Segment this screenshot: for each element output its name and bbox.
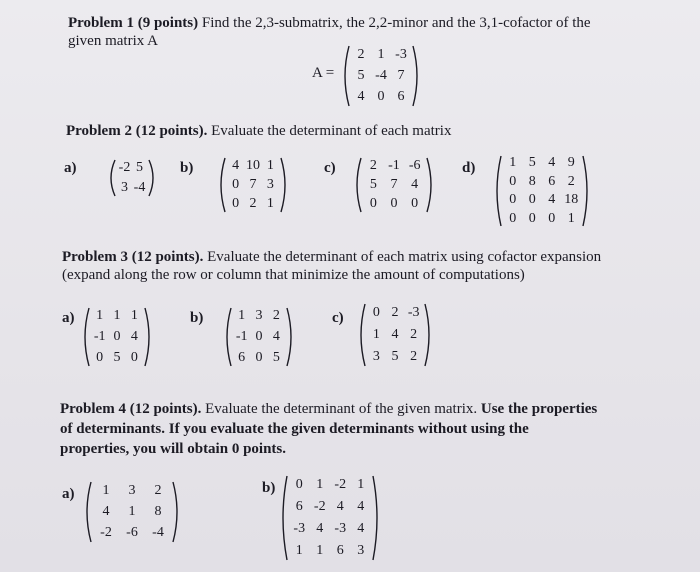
- problem3-label-a: a): [62, 310, 75, 326]
- matrix-cell: 7: [397, 68, 405, 83]
- matrix-cell: 8: [528, 173, 536, 189]
- matrix-row: [340, 68, 422, 84]
- matrix-cell: 4: [357, 499, 365, 514]
- matrix-cell: 0: [377, 89, 385, 105]
- problem1-matrix-a: [340, 44, 422, 108]
- problem2-matrix-c: [352, 156, 436, 214]
- matrix-cell: 0: [390, 196, 398, 212]
- matrix-cell: -2: [313, 499, 326, 514]
- problem2-label-c: c): [324, 160, 336, 176]
- matrix-cell: 3: [128, 482, 136, 498]
- matrix-cell: 1: [509, 155, 517, 171]
- matrix-cell: 6: [397, 89, 405, 105]
- matrix-row: [278, 499, 382, 515]
- matrix-cell: -2: [334, 477, 347, 492]
- matrix-cell: 0: [528, 192, 536, 208]
- matrix-row: [492, 192, 592, 208]
- matrix-cell: 5: [528, 155, 536, 171]
- matrix-cell: 1: [357, 477, 365, 492]
- matrix-row: [356, 327, 434, 343]
- problem4-header: Problem 4 (12 points).: [60, 401, 202, 417]
- matrix-cell: -6: [408, 157, 421, 173]
- matrix-cell: 1: [113, 308, 121, 324]
- matrix-row: [492, 155, 592, 171]
- problem4-text-line1: Evaluate the determinant of the given matrix.: [205, 401, 478, 417]
- matrix-cell: 4: [411, 177, 419, 192]
- matrix-cell: -4: [152, 525, 164, 541]
- matrix-cell: 4: [316, 521, 324, 536]
- matrix-cell: -1: [93, 329, 106, 344]
- problem4-matrix-a: [82, 480, 182, 544]
- matrix-cell: 2: [567, 173, 575, 189]
- matrix-cell: 4: [272, 329, 280, 344]
- matrix-cell: 0: [509, 173, 517, 189]
- matrix-cell: 4: [357, 521, 365, 536]
- matrix-cell: 0: [255, 349, 263, 365]
- matrix-cell: 0: [96, 349, 104, 365]
- matrix-cell: 0: [295, 477, 303, 492]
- matrix-cell: 3: [266, 177, 274, 192]
- matrix-cell: 4: [336, 499, 344, 514]
- matrix-cell: 0: [509, 210, 517, 226]
- matrix-cell: 7: [390, 177, 398, 192]
- matrix-cell: 2: [154, 482, 162, 498]
- matrix-row: [216, 158, 290, 174]
- matrix-cell: 4: [357, 89, 365, 105]
- matrix-row: [278, 521, 382, 537]
- problem2-label-a: a): [64, 160, 77, 176]
- matrix-cell: 10: [245, 157, 260, 173]
- problem2-text: Evaluate the determinant of each matrix: [211, 123, 452, 139]
- problem1-text-line2: given matrix A: [68, 33, 158, 49]
- matrix-row: [352, 177, 436, 193]
- problem3-matrix-c: [356, 302, 434, 368]
- matrix-cell: 5: [113, 349, 121, 365]
- matrix-cell: -2: [118, 160, 131, 175]
- matrix-cell: 18: [564, 192, 579, 208]
- matrix-cell: 3: [255, 308, 263, 324]
- problem3-text-line2: (expand along the row or column that minimize the amount of computations): [62, 267, 525, 283]
- matrix-row: [80, 308, 154, 324]
- matrix-row: [106, 160, 158, 176]
- matrix-row: [356, 305, 434, 321]
- matrix-cell: 5: [272, 349, 280, 365]
- problem2-matrix-d: [492, 154, 592, 228]
- matrix-cell: -1: [388, 157, 400, 173]
- matrix-cell: -1: [235, 329, 248, 344]
- matrix-cell: 5: [369, 177, 377, 192]
- matrix-cell: -2: [100, 525, 112, 541]
- matrix-cell: 3: [372, 349, 380, 364]
- matrix-cell: -3: [334, 521, 347, 536]
- problem2-label-b: b): [180, 160, 194, 176]
- matrix-cell: 0: [232, 196, 240, 212]
- matrix-cell: 8: [154, 504, 162, 519]
- problem1-header: Problem 1 (9 points): [68, 15, 199, 31]
- problem1-line1: [68, 14, 591, 32]
- problem3-matrix-b: [222, 306, 296, 368]
- matrix-cell: 4: [391, 327, 399, 342]
- matrix-cell: 0: [130, 349, 138, 365]
- matrix-row: [492, 174, 592, 190]
- matrix-cell: 4: [130, 329, 138, 344]
- problem3-text-line1: Evaluate the determinant of each matrix using cofactor expansion: [207, 249, 602, 265]
- matrix-cell: 0: [255, 329, 263, 344]
- matrix-cell: 6: [336, 543, 344, 558]
- matrix-cell: 0: [509, 192, 517, 208]
- matrix-cell: 1: [96, 308, 104, 324]
- matrix-row: [216, 196, 290, 212]
- matrix-row: [82, 525, 182, 541]
- matrix-cell: 1: [377, 46, 385, 62]
- matrix-cell: 2: [410, 327, 418, 342]
- matrix-row: [106, 180, 158, 196]
- matrix-cell: 4: [102, 504, 110, 519]
- matrix-row: [80, 329, 154, 345]
- matrix-row: [222, 350, 296, 366]
- matrix-cell: 5: [391, 349, 399, 364]
- problem4-label-a: a): [62, 486, 75, 502]
- matrix-cell: 3: [121, 180, 128, 195]
- matrix-cell: 7: [249, 177, 257, 192]
- matrix-cell: 1: [316, 543, 324, 558]
- matrix-cell: 0: [411, 196, 419, 212]
- problem3-header: Problem 3 (12 points).: [62, 249, 204, 265]
- matrix-row: [82, 504, 182, 520]
- matrix-cell: 3: [357, 543, 365, 558]
- matrix-row: [356, 349, 434, 365]
- problem3-line1: [62, 248, 601, 266]
- problem2-label-d: d): [462, 160, 476, 176]
- matrix-cell: 2: [272, 308, 280, 324]
- problem4-line1: [60, 400, 597, 418]
- matrix-cell: -3: [407, 305, 420, 320]
- matrix-row: [82, 483, 182, 499]
- problem4-bold-line1: Use the properties: [480, 401, 598, 417]
- problem4-bold-line3: properties, you will obtain 0 points.: [60, 441, 287, 457]
- problem2-line: [66, 122, 451, 140]
- matrix-row: [80, 350, 154, 366]
- matrix-cell: -3: [293, 521, 306, 536]
- matrix-cell: 1: [266, 196, 274, 212]
- matrix-cell: -4: [375, 68, 387, 83]
- problem2-matrix-a: [106, 158, 158, 198]
- matrix-cell: 2: [249, 196, 257, 212]
- matrix-cell: 4: [548, 192, 556, 208]
- matrix-cell: 1: [316, 477, 324, 492]
- matrix-cell: 2: [410, 349, 418, 364]
- problem4-matrix-b: [278, 474, 382, 562]
- matrix-cell: 4: [232, 157, 240, 173]
- matrix-cell: 5: [357, 68, 365, 83]
- matrix-cell: -6: [126, 525, 138, 541]
- matrix-cell: 6: [238, 349, 246, 365]
- matrix-cell: 2: [391, 305, 399, 320]
- matrix-row: [222, 308, 296, 324]
- matrix-cell: 1: [238, 308, 246, 324]
- problem4-bold-line2: of determinants. If you evaluate the given determinants without using the: [60, 421, 529, 437]
- matrix-cell: 1: [266, 157, 274, 173]
- matrix-row: [222, 329, 296, 345]
- problem3-label-c: c): [332, 310, 344, 326]
- matrix-cell: 1: [372, 327, 380, 342]
- matrix-cell: 6: [295, 499, 303, 514]
- matrix-cell: 0: [528, 210, 536, 226]
- matrix-cell: 9: [567, 155, 575, 171]
- matrix-cell: 0: [232, 177, 240, 192]
- matrix-cell: 1: [102, 482, 110, 498]
- matrix-cell: 6: [548, 173, 556, 189]
- matrix-row: [492, 211, 592, 227]
- matrix-cell: 0: [372, 305, 380, 320]
- problem2-header: Problem 2 (12 points).: [66, 123, 208, 139]
- matrix-cell: 5: [136, 160, 143, 175]
- matrix-row: [216, 177, 290, 193]
- matrix-cell: 0: [548, 210, 556, 226]
- matrix-row: [340, 89, 422, 105]
- problem2-matrix-b: [216, 156, 290, 214]
- matrix-cell: 1: [128, 504, 136, 519]
- matrix-row: [352, 158, 436, 174]
- matrix-cell: 1: [295, 543, 303, 558]
- problem1-text-line1: Find the 2,3-submatrix, the 2,2-minor and the 3,1-cofactor of the: [201, 15, 591, 31]
- matrix-row: [278, 477, 382, 493]
- matrix-cell: 1: [130, 308, 138, 324]
- problem3-matrix-a: [80, 306, 154, 368]
- problem3-label-b: b): [190, 310, 204, 326]
- matrix-cell: -4: [133, 180, 146, 195]
- matrix-cell: 2: [357, 46, 365, 62]
- matrix-cell: 2: [369, 157, 377, 173]
- matrix-cell: 4: [548, 155, 556, 171]
- matrix-cell: 0: [113, 329, 121, 344]
- matrix-cell: -3: [395, 46, 407, 62]
- matrix-cell: 0: [369, 196, 377, 212]
- matrix-row: [352, 196, 436, 212]
- problem4-label-b: b): [262, 480, 276, 496]
- matrix-row: [278, 543, 382, 559]
- matrix-cell: 1: [567, 210, 575, 226]
- problem1-matrix-label: A =: [312, 65, 335, 81]
- matrix-row: [340, 47, 422, 63]
